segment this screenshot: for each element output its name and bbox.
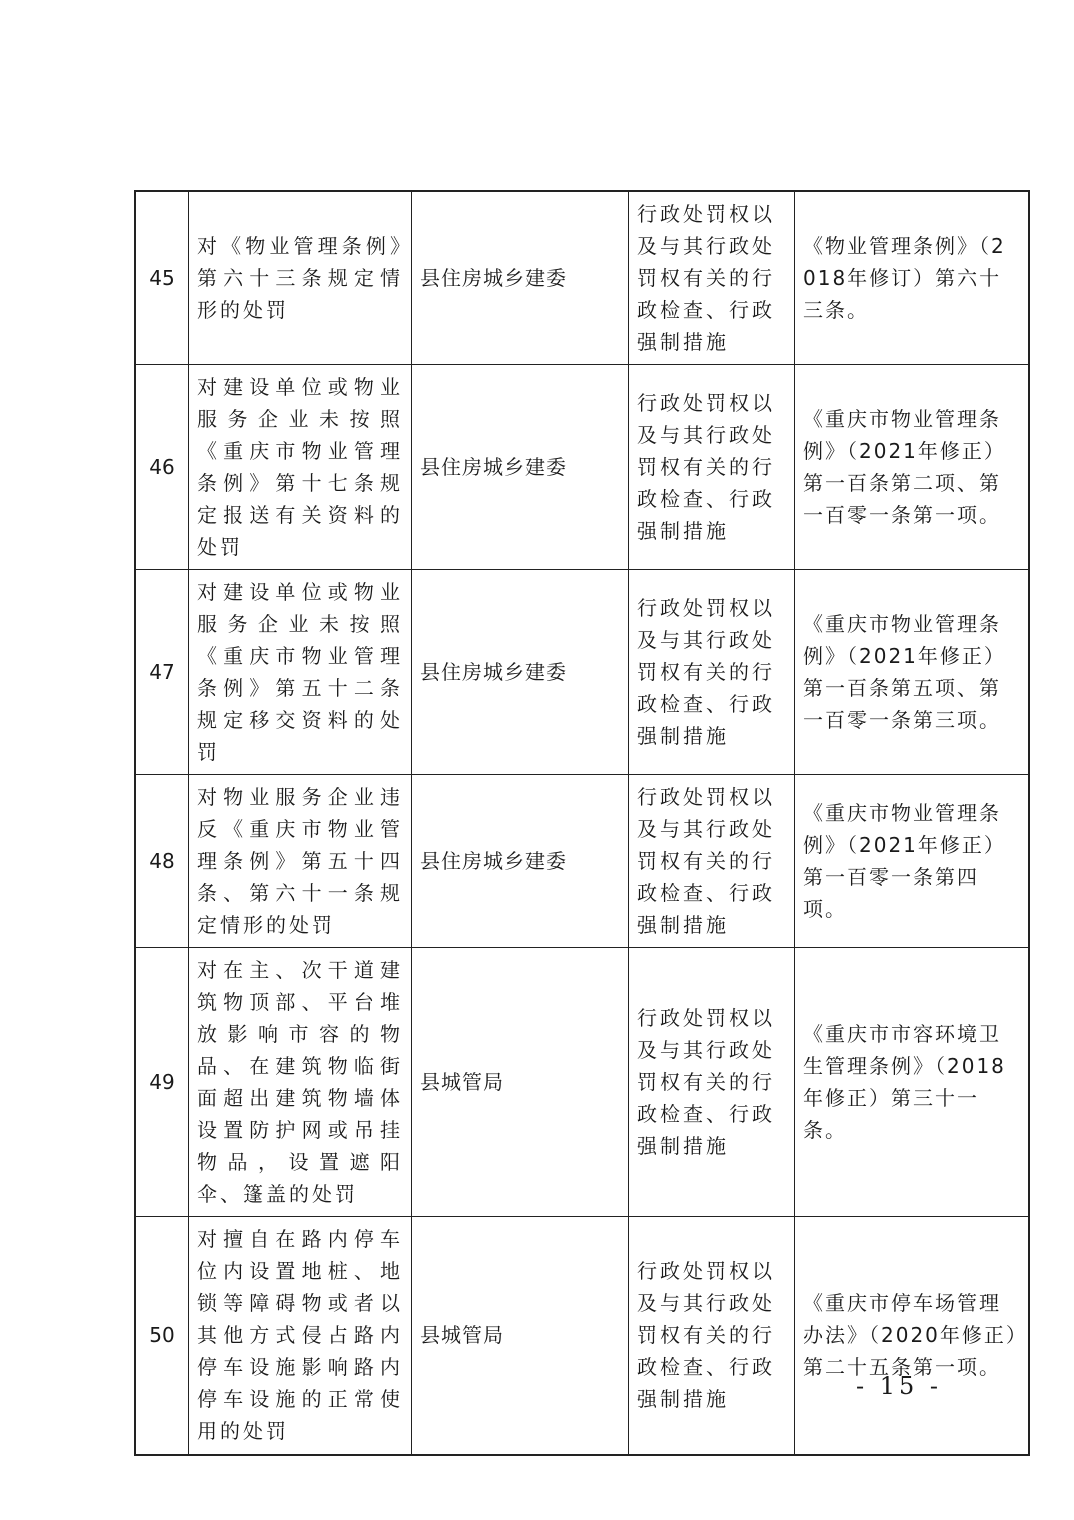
enforcement-items-table: [134, 190, 1030, 1456]
row-number: 50: [135, 1217, 189, 1455]
power-type: 行政处罚权以及与其行政处罚权有关的行政检查、行政强制措施: [629, 191, 795, 365]
responsible-department: 县城管局: [412, 1217, 629, 1455]
power-type: 行政处罚权以及与其行政处罚权有关的行政检查、行政强制措施: [629, 570, 795, 775]
table-row: [135, 191, 1029, 365]
legal-basis: 《重庆市市容环境卫生管理条例》（2018年修正）第三十一条。: [795, 948, 1030, 1217]
responsible-department: 县住房城乡建委: [412, 570, 629, 775]
row-number: 45: [135, 191, 189, 365]
item-name: 对在主、次干道建筑物顶部、平台堆放影响市容的物品、在建筑物临街面超出建筑物墙体设置防护网或吊挂物品，设置遮阳伞、篷盖的处罚: [189, 948, 412, 1217]
power-type: 行政处罚权以及与其行政处罚权有关的行政检查、行政强制措施: [629, 948, 795, 1217]
legal-basis: 《物业管理条例》（2018年修订）第六十三条。: [795, 191, 1030, 365]
table-row: [135, 948, 1029, 1217]
item-name: 对建设单位或物业服务企业未按照《重庆市物业管理条例》第十七条规定报送有关资料的处罚: [189, 365, 412, 570]
legal-basis: 《重庆市物业管理条例》（2021年修正）第一百零一条第四项。: [795, 775, 1030, 948]
power-type: 行政处罚权以及与其行政处罚权有关的行政检查、行政强制措施: [629, 1217, 795, 1455]
legal-basis: 《重庆市物业管理条例》（2021年修正）第一百条第二项、第一百零一条第一项。: [795, 365, 1030, 570]
table-row: [135, 365, 1029, 570]
table-row: [135, 775, 1029, 948]
item-name: 对物业服务企业违反《重庆市物业管理条例》第五十四条、第六十一条规定情形的处罚: [189, 775, 412, 948]
item-name: 对《物业管理条例》第六十三条规定情形的处罚: [189, 191, 412, 365]
page-number: - 15 -: [856, 1372, 943, 1400]
item-name: 对擅自在路内停车位内设置地桩、地锁等障碍物或者以其他方式侵占路内停车设施影响路内停车设施的正常使用的处罚: [189, 1217, 412, 1455]
power-type: 行政处罚权以及与其行政处罚权有关的行政检查、行政强制措施: [629, 775, 795, 948]
row-number: 48: [135, 775, 189, 948]
responsible-department: 县住房城乡建委: [412, 365, 629, 570]
row-number: 47: [135, 570, 189, 775]
row-number: 49: [135, 948, 189, 1217]
row-number: 46: [135, 365, 189, 570]
responsible-department: 县住房城乡建委: [412, 191, 629, 365]
item-name: 对建设单位或物业服务企业未按照《重庆市物业管理条例》第五十二条规定移交资料的处罚: [189, 570, 412, 775]
responsible-department: 县城管局: [412, 948, 629, 1217]
power-type: 行政处罚权以及与其行政处罚权有关的行政检查、行政强制措施: [629, 365, 795, 570]
table-row: [135, 570, 1029, 775]
responsible-department: 县住房城乡建委: [412, 775, 629, 948]
legal-basis: 《重庆市物业管理条例》（2021年修正）第一百条第五项、第一百零一条第三项。: [795, 570, 1030, 775]
legal-basis: 《重庆市停车场管理办法》（2020年修正）第二十五条第一项。: [795, 1217, 1030, 1455]
table-row: [135, 1217, 1029, 1455]
